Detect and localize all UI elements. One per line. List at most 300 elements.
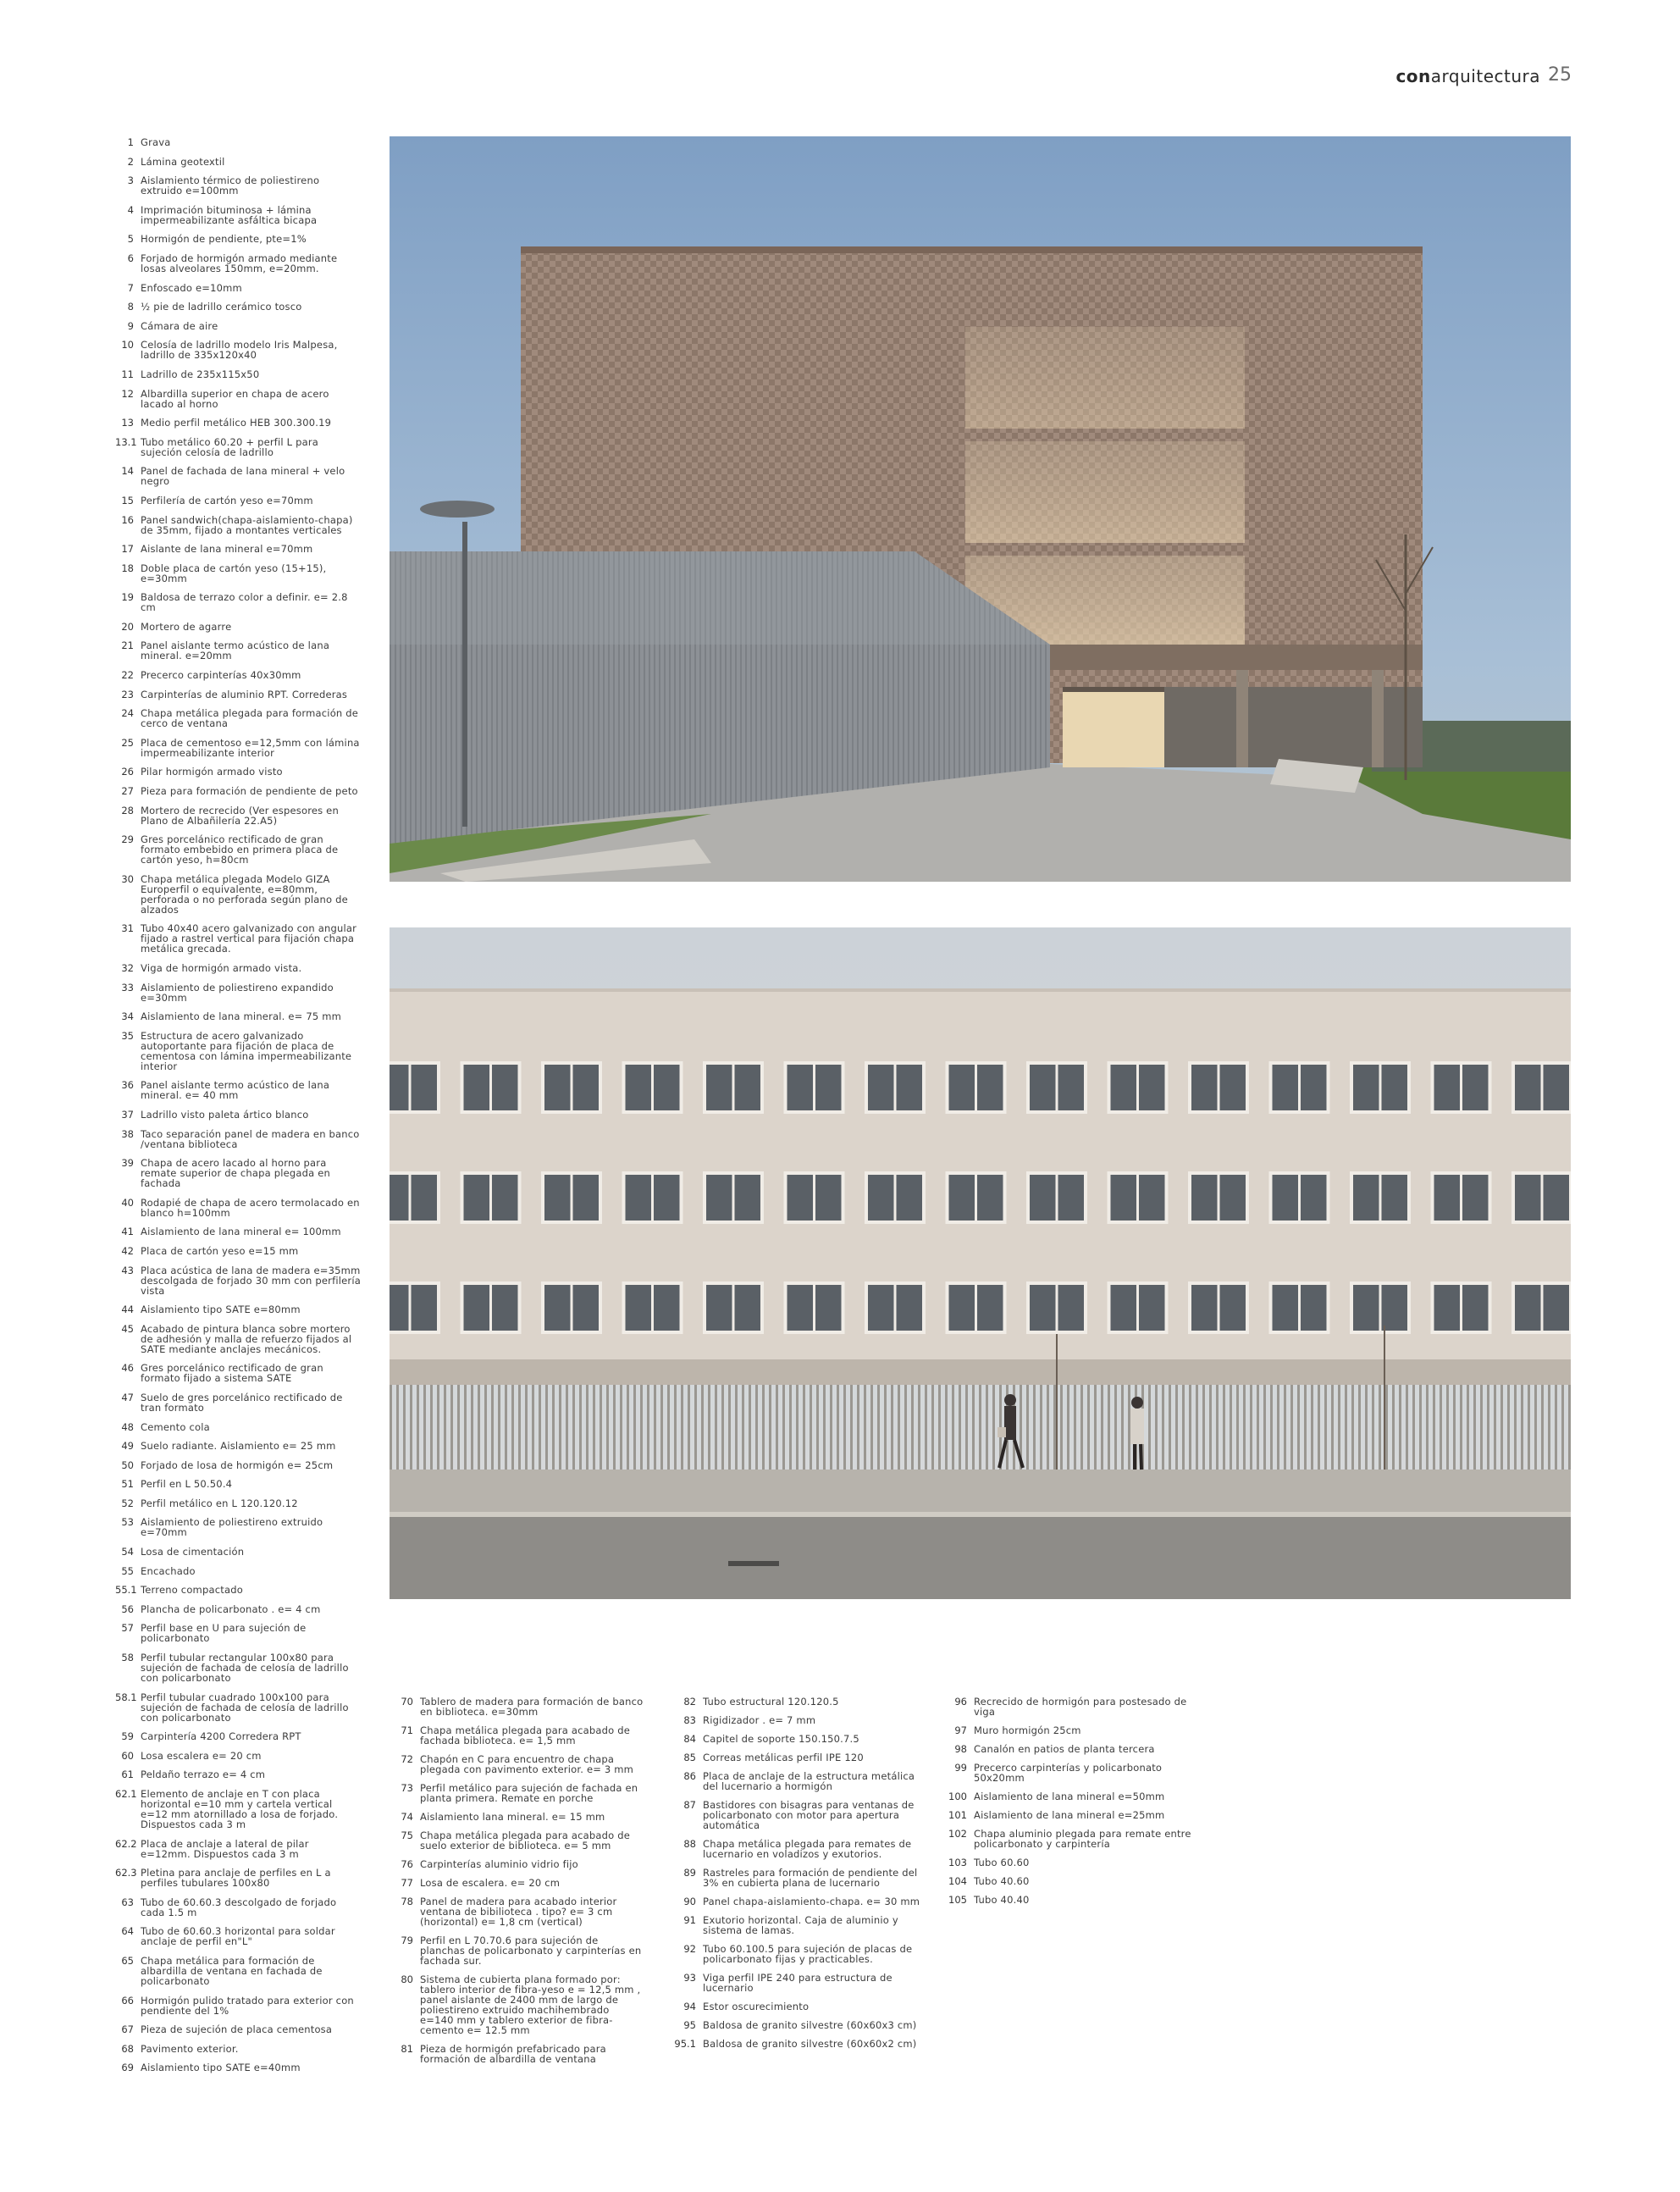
- legend-item: [669, 2039, 923, 2049]
- fence-bar: [884, 1385, 887, 1470]
- legend-item-text: Placa de anclaje a lateral de pilar e=12mm. Dispuestos cada 3 m: [141, 1837, 309, 1860]
- legend-item-text: Precerco carpinterías 40x30mm: [141, 669, 301, 682]
- legend-item: [115, 963, 361, 973]
- legend-item-number: 95.1: [674, 2038, 696, 2050]
- legend-item: [669, 1752, 923, 1763]
- legend-item: [390, 1830, 644, 1851]
- facade-windows: [390, 1063, 1571, 1332]
- legend-item: [115, 1517, 361, 1537]
- fence-bar: [457, 1385, 460, 1470]
- fence-bar: [410, 1385, 412, 1470]
- fence-bar: [1047, 1385, 1049, 1470]
- brand-bold: con: [1395, 66, 1431, 86]
- legend-item-text: Pieza para formación de pendiente de peto: [141, 785, 358, 798]
- fence-bar: [464, 1385, 467, 1470]
- legend-item: [115, 1498, 361, 1508]
- legend-item-number: 99: [954, 1762, 967, 1774]
- legend-item-number: 77: [401, 1877, 413, 1889]
- legend-item-number: 55: [121, 1564, 134, 1577]
- legend-item: [947, 1744, 1192, 1754]
- fence-bar: [498, 1385, 500, 1470]
- legend-item-number: 50: [121, 1459, 134, 1471]
- legend-item-text: Bastidores con bisagras para ventanas de policarbonato con motor para apertura automática: [703, 1799, 915, 1831]
- legend-item: [115, 1897, 361, 1918]
- legend-item-text: Aislamiento de lana mineral e= 100mm: [141, 1226, 341, 1238]
- fence-bar: [1284, 1385, 1286, 1470]
- fence-bar: [423, 1385, 426, 1470]
- legend-item: [390, 1725, 644, 1746]
- legend-item-text: Tubo 60.60: [974, 1857, 1030, 1868]
- legend-item: [115, 544, 361, 554]
- legend-item-number: 58: [121, 1652, 134, 1664]
- legend-item-text: Elemento de anclaje en T con placa horizontal e=10 mm y cartela vertical e=12 mm atornillado a losa de forjado. Dispuestos cada 3 m: [141, 1788, 339, 1830]
- brand-rest: arquitectura: [1430, 66, 1540, 86]
- legend-item-number: 45: [121, 1322, 134, 1335]
- legend-item-text: Tablero de madera para formación de banco en biblioteca. e=30mm: [420, 1696, 644, 1718]
- legend-item: [115, 640, 361, 661]
- legend-item-text: Gres porcelánico rectificado de gran formato embebido en primera placa de cartón yeso, h=80cm: [141, 833, 339, 866]
- legend-item-text: Viga de hormigón armado vista.: [141, 962, 302, 974]
- facade-window: [390, 1063, 439, 1112]
- legend-column-1: [115, 137, 361, 2082]
- legend-item: [947, 1895, 1192, 1905]
- fence-bar: [1304, 1385, 1307, 1470]
- fence-bar: [1406, 1385, 1408, 1470]
- fence-bar: [688, 1385, 690, 1470]
- legend-item-number: 101: [948, 1809, 967, 1821]
- legend-item: [115, 1080, 361, 1100]
- fence-bar: [850, 1385, 853, 1470]
- fence-bar: [1087, 1385, 1090, 1470]
- legend-item-number: 84: [683, 1733, 696, 1745]
- photo-building-entrance-drawing: [390, 136, 1571, 882]
- fence-bar: [979, 1385, 981, 1470]
- legend-item-text: Hormigón de pendiente, pte=1%: [141, 233, 307, 246]
- legend-item: [115, 923, 361, 954]
- legend-item: [669, 1915, 923, 1935]
- fence-bar: [972, 1385, 975, 1470]
- legend-item-text: Baldosa de granito silvestre (60x60x2 cm): [703, 2038, 917, 2050]
- legend-item: [115, 1460, 361, 1470]
- fence-bar: [728, 1385, 731, 1470]
- legend-item-number: 104: [948, 1875, 967, 1887]
- legend-item-text: Aislamiento de lana mineral e=50mm: [974, 1791, 1165, 1802]
- legend-item-text: Mortero de recrecido (Ver espesores en Plano de Albañilería 22.A5): [141, 804, 339, 827]
- legend-item-number: 10: [121, 339, 134, 351]
- legend-item-text: Grava: [141, 136, 171, 148]
- legend-item: [115, 340, 361, 360]
- legend-item: [947, 1725, 1192, 1735]
- legend-item: [115, 1652, 361, 1683]
- legend-item-text: Aislamiento lana mineral. e= 15 mm: [420, 1811, 605, 1823]
- fence-bar: [1446, 1385, 1449, 1470]
- legend-item: [115, 389, 361, 409]
- legend-item: [115, 1110, 361, 1120]
- legend-item: [115, 767, 361, 777]
- legend-item-number: 23: [121, 688, 134, 700]
- fence-bar: [1453, 1385, 1456, 1470]
- legend-item: [115, 157, 361, 167]
- legend-item: [115, 515, 361, 535]
- legend-item-text: Tubo 60.100.5 para sujeción de placas de policarbonato fijas y practicables.: [703, 1943, 913, 1965]
- legend-item-text: Forjado de losa de hormigón e= 25cm: [141, 1459, 334, 1471]
- legend-item-text: Carpinterías aluminio vidrio fijo: [420, 1858, 578, 1870]
- legend-item-text: Suelo de gres porcelánico rectificado de tran formato: [141, 1391, 343, 1414]
- fence-bar: [1121, 1385, 1124, 1470]
- fence-bar: [1094, 1385, 1097, 1470]
- fence-bar: [640, 1385, 643, 1470]
- legend-item-number: 80: [401, 1973, 413, 1985]
- legend-item-text: Lámina geotextil: [141, 155, 225, 168]
- legend-item: [115, 563, 361, 584]
- fence-bar: [1487, 1385, 1489, 1470]
- fence-bar: [762, 1385, 765, 1470]
- legend-item: [115, 1158, 361, 1188]
- fence-bar: [904, 1385, 907, 1470]
- legend-item-number: 81: [401, 2043, 413, 2055]
- fence-bar: [539, 1385, 541, 1470]
- legend-item: [115, 1623, 361, 1643]
- legend-item-number: 39: [121, 1157, 134, 1170]
- fence-bar: [1514, 1385, 1517, 1470]
- fence-bar: [1101, 1385, 1103, 1470]
- legend-item-number: 62.2: [115, 1837, 137, 1850]
- fence-bar: [1270, 1385, 1273, 1470]
- legend-item-text: Tubo 40.40: [974, 1894, 1030, 1906]
- legend-item-number: 53: [121, 1516, 134, 1529]
- fence-bar: [1365, 1385, 1368, 1470]
- page-number: 25: [1548, 64, 1572, 86]
- fence-bar: [1223, 1385, 1225, 1470]
- fence-bar: [681, 1385, 683, 1470]
- legend-item-text: Panel chapa-aislamiento-chapa. e= 30 mm: [703, 1896, 920, 1907]
- legend-item: [115, 1304, 361, 1315]
- fence-bar: [633, 1385, 636, 1470]
- legend-item: [947, 1829, 1192, 1849]
- legend-item-number: 60: [121, 1749, 134, 1762]
- legend-item-text: Mortero de agarre: [141, 620, 232, 633]
- fence-bar: [1426, 1385, 1429, 1470]
- legend-item: [115, 2062, 361, 2073]
- legend-item-text: Pavimento exterior.: [141, 2042, 239, 2055]
- legend-item-text: Perfil metálico en L 120.120.12: [141, 1497, 298, 1509]
- legend-item-text: Ladrillo de 235x115x50: [141, 368, 260, 380]
- legend-item-text: Perfil en L 70.70.6 para sujeción de planchas de policarbonato y carpinterías en fachada sur.: [420, 1935, 642, 1967]
- fence-bar: [925, 1385, 927, 1470]
- fence-bar: [1379, 1385, 1381, 1470]
- legend-item-text: Baldosa de granito silvestre (60x60x3 cm): [703, 2019, 917, 2031]
- fence-bar: [918, 1385, 920, 1470]
- legend-item: [390, 2044, 644, 2064]
- legend-item-text: Encachado: [141, 1564, 196, 1577]
- fence-bar: [1480, 1385, 1483, 1470]
- fence-bar: [769, 1385, 771, 1470]
- legend-item-number: 91: [683, 1914, 696, 1926]
- fence-bar: [647, 1385, 649, 1470]
- legend-item-text: Tubo 40.60: [974, 1875, 1030, 1887]
- legend-item: [669, 2001, 923, 2012]
- legend-item: [115, 1995, 361, 2016]
- legend-item: [947, 1697, 1192, 1717]
- legend-item: [115, 1422, 361, 1432]
- fence-bar: [1528, 1385, 1530, 1470]
- legend-item-number: 72: [401, 1753, 413, 1765]
- legend-item: [115, 1392, 361, 1413]
- legend-item: [947, 1857, 1192, 1868]
- fence-bar: [1060, 1385, 1063, 1470]
- legend-item-text: Panel aislante termo acústico de lana mineral. e=20mm: [141, 639, 330, 662]
- legend-item-text: Chapa metálica plegada Modelo GIZA Europerfil o equivalente, e=80mm, perforada o no perforada según plano de alzados: [141, 872, 348, 916]
- legend-item-text: Plancha de policarbonato . e= 4 cm: [141, 1602, 321, 1615]
- fence-bar: [1433, 1385, 1435, 1470]
- photo-building-entrance: [390, 136, 1571, 882]
- fence-bar: [1324, 1385, 1327, 1470]
- fence-bar: [444, 1385, 446, 1470]
- legend-item: [115, 1226, 361, 1237]
- legend-item: [669, 1868, 923, 1888]
- fence-bar: [823, 1385, 826, 1470]
- legend-item-number: 44: [121, 1304, 134, 1316]
- fence-bar: [600, 1385, 602, 1470]
- legend-item-number: 3: [127, 174, 134, 187]
- legend-item-number: 59: [121, 1730, 134, 1743]
- fence-bar: [437, 1385, 439, 1470]
- legend-item-number: 65: [121, 1954, 134, 1967]
- legend-item-text: Perfil tubular rectangular 100x80 para sujeción de fachada de celosía de ladrillo con policarbonato: [141, 1652, 349, 1685]
- legend-item: [115, 1731, 361, 1741]
- fence-bar: [1128, 1385, 1130, 1470]
- legend-item-number: 69: [121, 2062, 134, 2074]
- fence-bar: [1318, 1385, 1320, 1470]
- legend-item: [669, 1944, 923, 1964]
- legend-item-number: 89: [683, 1867, 696, 1879]
- legend-item-number: 64: [121, 1925, 134, 1938]
- legend-item-number: 56: [121, 1602, 134, 1615]
- legend-item-text: Aislamiento de poliestireno extruido e=70mm: [141, 1516, 323, 1539]
- legend-item-text: Aislamiento tipo SATE e=80mm: [141, 1304, 301, 1316]
- legend-item-text: Hormigón pulido tratado para exterior con pendiente del 1%: [141, 1994, 354, 2017]
- fence-bar: [749, 1385, 751, 1470]
- fence-bar: [694, 1385, 697, 1470]
- legend-item: [115, 2044, 361, 2054]
- fence-bar: [559, 1385, 561, 1470]
- legend-item: [115, 1479, 361, 1489]
- photo-white-facade: [390, 927, 1571, 1599]
- fence-bar: [532, 1385, 534, 1470]
- legend-item: [115, 1839, 361, 1859]
- legend-item-text: Estor oscurecimiento: [703, 2001, 810, 2012]
- legend-item: [669, 1697, 923, 1707]
- legend-item-number: 35: [121, 1029, 134, 1042]
- legend-item-text: Panel de madera para acabado interior ventana de bibilioteca . tipo? e= 3 cm (horizontal) e= 1,8 cm (vertical): [420, 1896, 617, 1928]
- fence-bar: [1074, 1385, 1076, 1470]
- legend-item: [115, 689, 361, 700]
- fence-bar: [674, 1385, 677, 1470]
- legend-item-number: 26: [121, 766, 134, 778]
- legend-item-number: 54: [121, 1546, 134, 1558]
- legend-item-text: Placa acústica de lana de madera e=35mm descolgada de forjado 30 mm con perfilería vista: [141, 1264, 361, 1297]
- fence-bar: [1500, 1385, 1503, 1470]
- fence-bar: [755, 1385, 758, 1470]
- legend-item: [669, 1973, 923, 1993]
- fence-bar: [898, 1385, 900, 1470]
- legend-item-number: 43: [121, 1264, 134, 1276]
- legend-item: [115, 1324, 361, 1354]
- legend-item: [115, 1585, 361, 1595]
- legend-item: [115, 708, 361, 728]
- legend-item-number: 36: [121, 1079, 134, 1092]
- legend-item-number: 67: [121, 2023, 134, 2036]
- fence-bar: [572, 1385, 575, 1470]
- legend-item-number: 76: [401, 1858, 413, 1870]
- legend-item-text: Placa de cementoso e=12,5mm con lámina impermeabilizante interior: [141, 736, 360, 759]
- legend-item: [669, 1839, 923, 1859]
- legend-item-number: 71: [401, 1724, 413, 1736]
- legend-item-number: 61: [121, 1769, 134, 1781]
- legend-item-number: 103: [948, 1857, 967, 1868]
- legend-item: [947, 1810, 1192, 1820]
- legend-item-text: Taco separación panel de madera en banco /ventana biblioteca: [141, 1127, 360, 1150]
- legend-item: [115, 437, 361, 457]
- legend-item-number: 2: [127, 155, 134, 168]
- fence-bar: [552, 1385, 555, 1470]
- legend-item-text: Chapa metálica para formación de albardilla de ventana en fachada de policarbonato: [141, 1954, 323, 1987]
- fence-bar: [390, 1385, 392, 1470]
- legend-item: [115, 1031, 361, 1071]
- fence-bar: [654, 1385, 656, 1470]
- legend-item: [115, 234, 361, 244]
- fence-bar: [1548, 1385, 1550, 1470]
- legend-item-text: Sistema de cubierta plana formado por: tablero interior de fibra-yeso e = 12,5 mm , panel aislante de 2400 mm de largo de poliestireno extruido machihembrado e=140 mm y tablero exterior de fibra-cemento e= 12.5 mm: [420, 1973, 641, 2036]
- legend-item-text: Tubo 40x40 acero galvanizado con angular fijado a rastrel vertical para fijación chapa metálica grecada.: [141, 922, 357, 955]
- fence-bar: [1053, 1385, 1056, 1470]
- legend-item-number: 46: [121, 1362, 134, 1375]
- legend-item-text: Albardilla superior en chapa de acero lacado al horno: [141, 387, 329, 410]
- legend-item: [390, 1812, 644, 1822]
- legend-item-number: 70: [401, 1696, 413, 1708]
- fence-bar: [1541, 1385, 1544, 1470]
- fence-bar: [1331, 1385, 1334, 1470]
- legend-column-4: [947, 1697, 1192, 1913]
- legend-item: [669, 1896, 923, 1907]
- legend-item: [115, 983, 361, 1003]
- fence-bar: [1507, 1385, 1510, 1470]
- fence-bar: [735, 1385, 738, 1470]
- legend-item-text: Chapa metálica plegada para acabado de fachada biblioteca. e= 1,5 mm: [420, 1724, 631, 1746]
- legend-item-text: Doble placa de cartón yeso (15+15), e=30mm: [141, 562, 327, 584]
- fence-bar: [1412, 1385, 1415, 1470]
- legend-item-number: 79: [401, 1935, 413, 1946]
- legend-item: [947, 1763, 1192, 1783]
- fence-bar: [1534, 1385, 1537, 1470]
- legend-item-text: Chapón en C para encuentro de chapa plegada con pavimento exterior. e= 3 mm: [420, 1753, 634, 1775]
- legend-item: [115, 495, 361, 506]
- fence-bar: [1155, 1385, 1158, 1470]
- legend-item-number: 68: [121, 2042, 134, 2055]
- legend-item-number: 37: [121, 1108, 134, 1121]
- legend-item-number: 8: [127, 301, 134, 313]
- fence-bar: [613, 1385, 616, 1470]
- fence-bar: [620, 1385, 622, 1470]
- legend-item-number: 90: [683, 1896, 696, 1907]
- fence-bar: [776, 1385, 778, 1470]
- legend-item-number: 16: [121, 513, 134, 526]
- fence-bar: [1162, 1385, 1164, 1470]
- fence-bar: [1494, 1385, 1496, 1470]
- legend-item-text: Aislamiento de lana mineral e=25mm: [974, 1809, 1165, 1821]
- legend-item-number: 94: [683, 2001, 696, 2012]
- fence-bar: [660, 1385, 663, 1470]
- legend-item: [390, 1859, 644, 1869]
- legend-item-number: 41: [121, 1226, 134, 1238]
- legend-item-number: 32: [121, 962, 134, 974]
- fence-bar: [715, 1385, 717, 1470]
- fence-bar: [1568, 1385, 1571, 1470]
- fence-bar: [803, 1385, 805, 1470]
- legend-item-number: 13.1: [115, 435, 137, 448]
- legend-item-number: 58.1: [115, 1691, 137, 1703]
- fence-bar: [518, 1385, 521, 1470]
- legend-item-text: Chapa metálica plegada para formación de cerco de ventana: [141, 707, 359, 730]
- fence-bar: [1236, 1385, 1239, 1470]
- fence-bar: [1230, 1385, 1232, 1470]
- fence-bar: [1460, 1385, 1462, 1470]
- legend-item-number: 22: [121, 669, 134, 682]
- legend-item: [115, 738, 361, 758]
- magazine-brand: [1395, 66, 1540, 86]
- fence-bar: [952, 1385, 954, 1470]
- fence-bar: [945, 1385, 948, 1470]
- fence-bar: [708, 1385, 710, 1470]
- fence-bar: [450, 1385, 453, 1470]
- legend-item-number: 18: [121, 562, 134, 574]
- fence-bar: [857, 1385, 859, 1470]
- legend-item-text: Suelo radiante. Aislamiento e= 25 mm: [141, 1440, 336, 1453]
- fence-bar: [782, 1385, 785, 1470]
- legend-item-number: 40: [121, 1196, 134, 1209]
- legend-item: [390, 1783, 644, 1803]
- legend-item: [115, 1198, 361, 1218]
- legend-item-text: Medio perfil metálico HEB 300.300.19: [141, 417, 332, 429]
- fence-bar: [593, 1385, 595, 1470]
- fence-bar: [1561, 1385, 1564, 1470]
- legend-item-number: 15: [121, 494, 134, 506]
- fence-bar: [1182, 1385, 1185, 1470]
- legend-item-text: Terreno compactado: [141, 1584, 243, 1597]
- legend-item-number: 33: [121, 981, 134, 994]
- fence-bar: [1263, 1385, 1266, 1470]
- fence-bar: [1521, 1385, 1523, 1470]
- fence-bar: [484, 1385, 487, 1470]
- legend-item-number: 95: [683, 2019, 696, 2031]
- legend-item: [115, 1769, 361, 1780]
- legend-item: [115, 1363, 361, 1383]
- fence-bar: [1399, 1385, 1401, 1470]
- fence-bar: [396, 1385, 399, 1470]
- fence-bar: [1080, 1385, 1083, 1470]
- fence-bar: [1202, 1385, 1205, 1470]
- fence-bar: [1345, 1385, 1347, 1470]
- legend-item-text: Panel aislante termo acústico de lana mineral. e= 40 mm: [141, 1079, 330, 1102]
- legend-item-text: Cámara de aire: [141, 319, 218, 332]
- fence-bar: [877, 1385, 880, 1470]
- legend-item-text: Chapa metálica plegada para acabado de suelo exterior de biblioteca. e= 5 mm: [420, 1829, 631, 1852]
- legend-item-number: 87: [683, 1799, 696, 1811]
- fence-bar: [579, 1385, 582, 1470]
- legend-item-text: Perfil metálico para sujeción de fachada en planta primera. Remate en porche: [420, 1782, 638, 1804]
- legend-item-text: Precerco carpinterías y policarbonato 50x20mm: [974, 1762, 1163, 1784]
- fence-bar: [1216, 1385, 1219, 1470]
